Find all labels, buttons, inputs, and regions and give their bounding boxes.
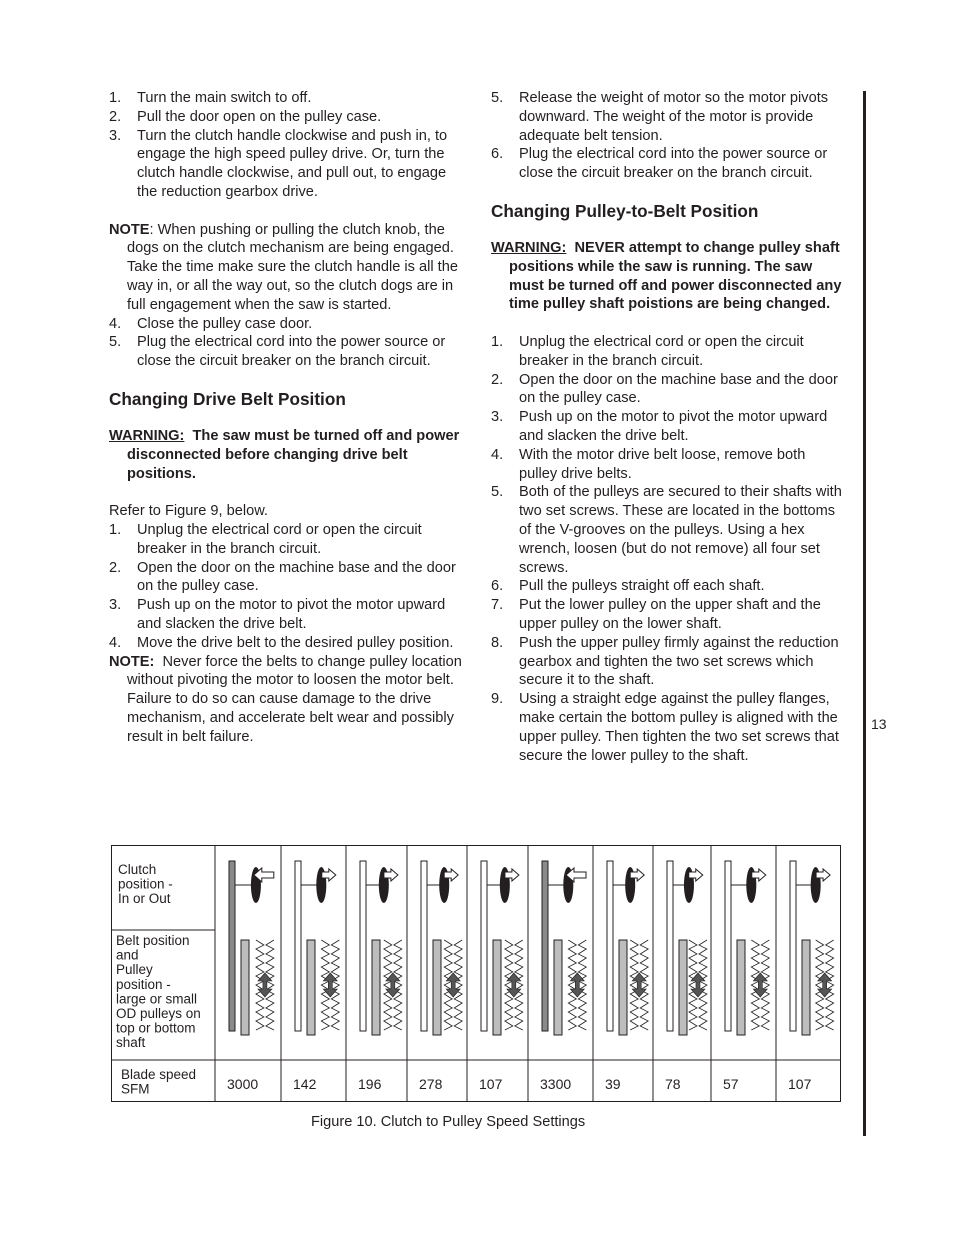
list-item: 5. Both of the pulleys are secured to their shafts with two set screws. These are located in the bottoms of the V-grooves on the pulleys. Using a hex wrench, loosen (but do not remove) all four set screws. (491, 484, 842, 576)
list-item: 1. Unplug the electrical cord or open the circuit breaker in the branch circuit. (109, 521, 422, 557)
position-arrow-icon (323, 973, 337, 997)
list-item: 2. Pull the door open on the pulley case. (109, 108, 382, 125)
row-label: SFM (121, 1081, 150, 1097)
page-number: 13 (871, 716, 887, 732)
position-arrow-icon (386, 973, 400, 997)
shaft (229, 861, 235, 1031)
row-label: shaft (116, 1035, 146, 1051)
list-item: 8. Push the upper pulley firmly against the reduction gearbox and tighten the two set screws which secure it to the shaft. (491, 634, 839, 689)
list-item: 4. With the motor drive belt loose, remove both pulley drive belts. (491, 446, 806, 482)
steps-a (491, 89, 843, 183)
shaft (542, 861, 548, 1031)
position-arrow-icon (632, 973, 646, 997)
shaft (421, 861, 427, 1031)
shaft (667, 861, 673, 1031)
blade-speed-value: 39 (605, 1076, 621, 1092)
steps-b (109, 315, 469, 371)
belt-bar (737, 940, 745, 1035)
position-arrow-icon (691, 973, 705, 997)
row-label: Blade speed (121, 1067, 197, 1082)
blade-speed-value: 3300 (540, 1076, 572, 1092)
section-heading: Changing Pulley-to-Belt Position (491, 200, 759, 221)
list-item: 6. Plug the electrical cord into the power source or close the circuit breaker on the branch circuit. (491, 146, 828, 182)
position-arrow-icon (446, 973, 460, 997)
belt-bar (241, 940, 249, 1035)
blade-speed-value: 107 (479, 1076, 503, 1092)
row-label: position - (116, 976, 171, 992)
belt-bar (433, 940, 441, 1035)
speed-settings-figure (111, 845, 841, 1102)
blade-speed-value: 78 (665, 1076, 681, 1092)
blade-speed-value: 3000 (227, 1076, 259, 1092)
shaft (725, 861, 731, 1031)
position-arrow-icon (818, 973, 832, 997)
blade-speed-value: 196 (358, 1076, 382, 1092)
list-item: 2. Open the door on the machine base and the door on the pulley case. (491, 371, 838, 407)
shaft (481, 861, 487, 1031)
steps-a (109, 89, 469, 202)
row-label: In or Out (118, 891, 171, 907)
list-item: 5. Plug the electrical cord into the power source or close the circuit breaker on the branch circuit. (109, 334, 446, 370)
belt-bar (307, 940, 315, 1035)
row-label: Belt position (116, 933, 190, 948)
position-arrow-icon (507, 973, 521, 997)
row-label: position - (118, 876, 173, 892)
shaft (360, 861, 366, 1031)
right-column (491, 89, 843, 765)
list-item: 9. Using a straight edge against the pulley flanges, make certain the bottom pulley is aligned with the upper pulley. Then tighten the two set screws that secure the lower pulley to the shaft. (491, 691, 839, 764)
left-column (109, 89, 469, 747)
list-item: 3. Push up on the motor to pivot the motor upward and slacken the drive belt. (491, 409, 828, 444)
section-heading: Changing Drive Belt Position (109, 388, 346, 409)
steps-b (491, 333, 843, 765)
belt-bar (619, 940, 627, 1035)
shaft (295, 861, 301, 1031)
list-item: 1. Unplug the electrical cord or open the circuit breaker in the branch circuit. (491, 333, 804, 369)
warning: WARNING: The saw must be turned off and power disconnected before changing drive belt positions. (109, 427, 460, 482)
list-item: 4. Move the drive belt to the desired pulley position. (109, 634, 454, 651)
figure-caption: Figure 10. Clutch to Pulley Speed Settings (311, 1114, 586, 1130)
row-label: top or bottom (116, 1020, 196, 1036)
blade-speed-value: 278 (419, 1076, 443, 1092)
belt-bar (372, 940, 380, 1035)
belt-bar (493, 940, 501, 1035)
belt-bar (554, 940, 562, 1035)
list-item: 3. Turn the clutch handle clockwise and push in, to engage the high speed pulley drive. Or, turn the clutch handle clockwise, and pull out, to engage the reduction gearbox drive. (109, 127, 448, 200)
note-clutch: NOTE: When pushing or pulling the clutch knob, the dogs on the clutch mechanism are being engaged. Take the time make sure the clutch handle is all the way in, or all the way out, so the clutch dogs are in full engagement when the saw is started. (109, 221, 458, 313)
note-belts: NOTE: Never force the belts to change pulley location without pivoting the motor to loosen the motor belt. Failure to do so can cause damage to the drive mechanism, and accelerate belt wear and possibly result in belt failure. (109, 653, 462, 745)
shaft (790, 861, 796, 1031)
shaft (607, 861, 613, 1031)
blade-speed-value: 107 (788, 1076, 812, 1092)
row-label: large or small (116, 991, 198, 1007)
row-label: Clutch (118, 862, 157, 877)
list-item: 6. Pull the pulleys straight off each shaft. (491, 578, 765, 595)
list-item: 7. Put the lower pulley on the upper shaft and the upper pulley on the lower shaft. (491, 597, 821, 632)
belt-bar (679, 940, 687, 1035)
warning: WARNING: NEVER attempt to change pulley shaft positions while the saw is running. The saw must be turned off and power disconnected any time pulley shaft poistions are being changed. (491, 239, 842, 313)
blade-speed-value: 142 (293, 1076, 317, 1092)
row-label: and (116, 947, 139, 963)
position-arrow-icon (258, 973, 272, 997)
position-arrow-icon (753, 973, 767, 997)
list-item: 3. Push up on the motor to pivot the motor upward and slacken the drive belt. (109, 597, 446, 632)
refer-text: Refer to Figure 9, below. (109, 503, 268, 520)
list-item: 4. Close the pulley case door. (109, 315, 313, 332)
blade-speed-value: 57 (723, 1076, 739, 1092)
list-item: 5. Release the weight of motor so the motor pivots downward. The weight of the motor is provide adequate belt tension. (491, 90, 829, 144)
row-label: OD pulleys on (116, 1006, 201, 1021)
list-item: 1. Turn the main switch to off. (109, 90, 312, 106)
margin-rule (863, 91, 866, 1136)
row-label: Pulley (116, 962, 153, 978)
steps-c (109, 521, 469, 653)
list-item: 2. Open the door on the machine base and the door on the pulley case. (109, 559, 456, 595)
position-arrow-icon (570, 973, 584, 997)
belt-bar (802, 940, 810, 1035)
